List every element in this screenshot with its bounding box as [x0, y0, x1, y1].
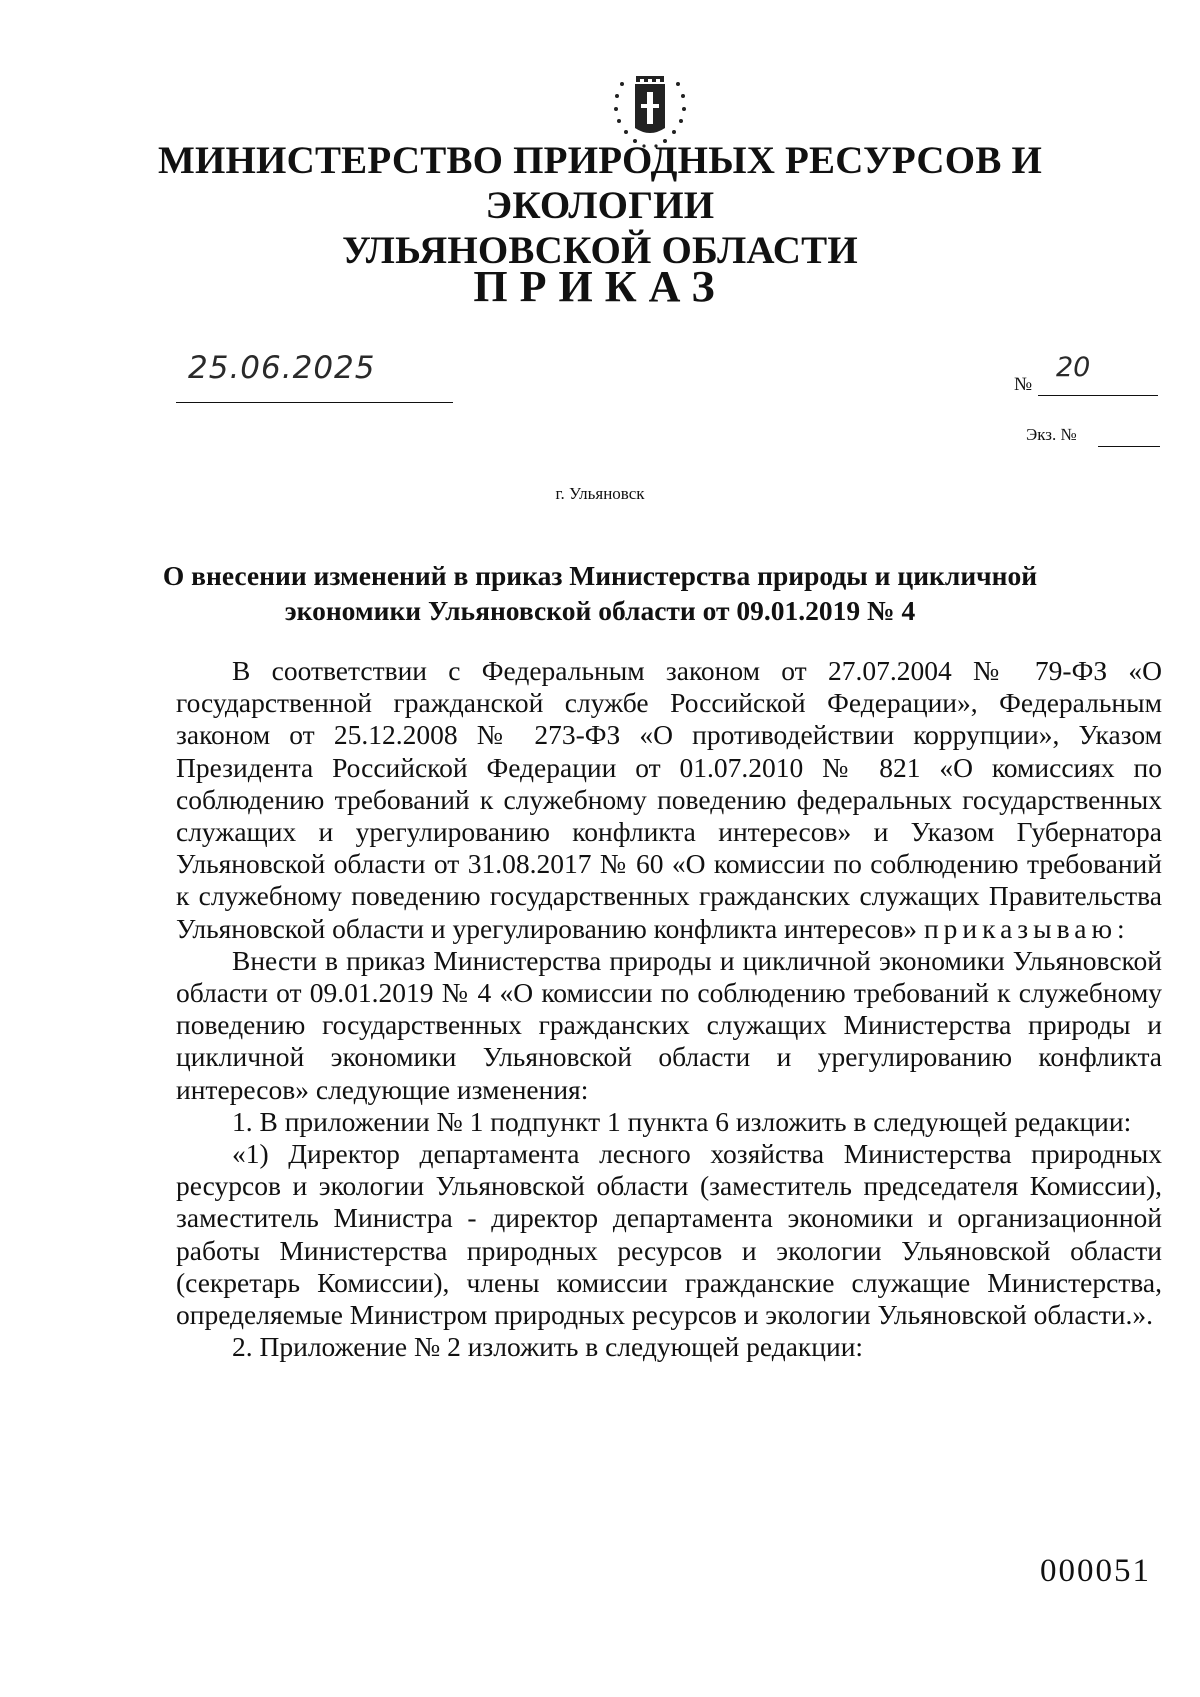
body-paragraph: Внести в приказ Министерства природы и цикличной экономики Ульяновской области от 09.01.2019 № 4 «О комиссии по соблюдению требований к служебному поведению государственных гражданских служащих Министерства природы и цикличной экономики Ульяновской области и урегулированию конфликта интересов» следующие изменения: [176, 944, 1162, 1105]
city: г. Ульяновск [555, 484, 645, 503]
ministry-name-line1: МИНИСТЕРСТВО ПРИРОДНЫХ РЕСУРСОВ И ЭКОЛОГИИ [157, 139, 1043, 227]
document-title-line2: экономики Ульяновской области от 09.01.2019 № 4 [284, 595, 916, 626]
document-title-line1: О внесении изменений в приказ Министерства природы и цикличной [162, 560, 1038, 591]
orders-word: приказываю: [923, 912, 1130, 944]
order-number-label: № [1014, 374, 1033, 395]
document-type: ПРИКАЗ [473, 262, 727, 311]
document-body [176, 655, 1162, 1363]
body-paragraph: «1) Директор департамента лесного хозяйства Министерства природных ресурсов и экологии Ульяновской области (заместитель председателя Комиссии), заместитель Министра - директор департамента экономики и организационной работы Министерства природных ресурсов и экологии Ульяновской области (секретарь Комиссии), члены комиссии гражданские служащие Министерства, определяемые Министром природных ресурсов и экологии Ульяновской области.». [176, 1138, 1162, 1331]
handwritten-date: 25.06.2025 [188, 350, 376, 386]
legal-basis-text: В соответствии с Федеральным законом от 27.07.2004 № 79-ФЗ «О государственной гражданской службе Российской Федерации», Федеральным законом от 25.12.2008 № 273-ФЗ «О противодействии коррупции», Указом Президента Российской Федерации от 01.07.2010 № 821 «О комиссиях по соблюдению требований к служебному поведению федеральных государственных служащих и урегулированию конфликта интересов» и Указом Губернатора Ульяновской области от 31.08.2017 № 60 «О комиссии по соблюдению требований к служебному поведению государственных гражданских служащих Правительства Ульяновской области и урегулированию конфликта интересов» [176, 655, 1162, 944]
order-number-underline [1038, 395, 1158, 396]
copy-number-underline [1098, 446, 1160, 447]
copy-number-label: Экз. № [1026, 425, 1077, 444]
date-underline [176, 402, 453, 403]
ministry-name-line2: УЛЬЯНОВСКОЙ ОБЛАСТИ [342, 229, 858, 272]
document-title [150, 558, 1050, 628]
body-paragraph: 1. В приложении № 1 подпункт 1 пункта 6 изложить в следующей редакции: [232, 1105, 1132, 1137]
page-code: 000051 [1040, 1553, 1151, 1589]
body-paragraph [176, 655, 1162, 945]
handwritten-order-number: 20 [1056, 352, 1091, 383]
body-paragraph: 2. Приложение № 2 изложить в следующей редакции: [232, 1331, 864, 1363]
ministry-name [150, 138, 1050, 273]
